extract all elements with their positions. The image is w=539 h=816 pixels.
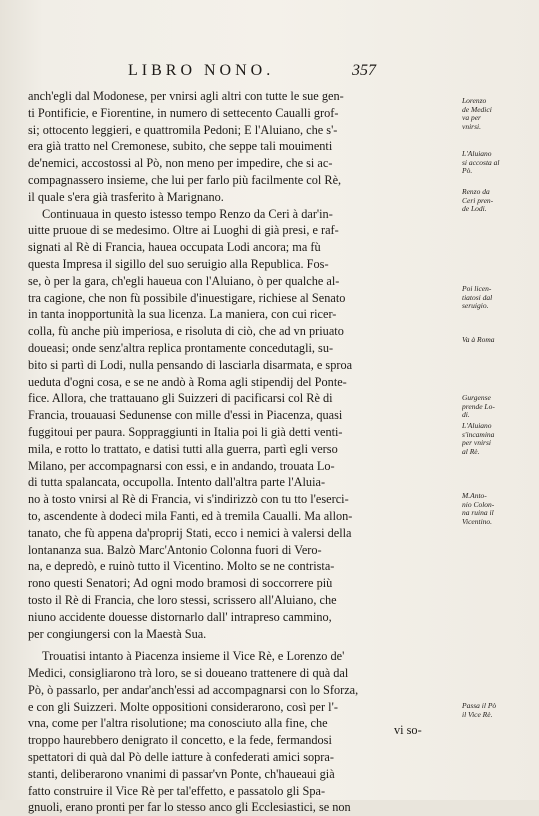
marginal-note-line: Ceri pren- [462,196,494,205]
text-line: na, e depredò, e ruinò tutto il Vicentino. Molto se ne contrista- [28,559,335,574]
marginal-note [462,188,534,214]
text-line: tra cagione, che non fù possibile d'inuestigare, richiese al Senato [28,290,346,305]
marginal-note-line: na ruina il [462,509,494,518]
text-line: Francia, trouauasi Sedunense con mille d'essi in Piacenza, quasi [28,408,343,423]
text-line: mila, e rotto lo trattato, e datisi tutti alla guerra, partì egli verso [28,441,338,456]
marginal-note-line: seruigio. [462,302,489,311]
text-line: gnuoli, erano pronti per far lo stesso anco gli Ecclesiastici, se non [28,800,351,815]
marginal-note-line: per vnirsi [462,439,491,448]
paragraph [28,206,458,643]
text-line: fatto construire il Vice Rè per tal'effetto, e passatolo gli Spa- [28,783,326,798]
marginal-note-line: Va à Roma [462,336,495,344]
text-line: se, ò per la gara, ch'egli haueua con l'Aluiano, ò per qualche al- [28,273,340,288]
marginal-note-line: di. [462,411,470,420]
text-line: fice. Allora, che trattauano gli Suizzeri di pacificarsi col Rè di [28,391,333,406]
marginal-note-line: de Lodi. [462,205,487,214]
text-line: era già tratto nel Cremonese, subito, che seppe tali mouimenti [28,139,333,154]
marginal-note-line: il Vice Rè. [462,710,493,719]
text-line: vna, come per l'altra risolutione; ma conosciuto alla fine, che [28,716,328,731]
text-line: de'nemici, accostossi al Pò, non meno per impedire, che si ac- [28,156,333,171]
marginal-note-line: M.Anto- [462,492,487,500]
text-line: no à tosto vnirsi al Rè di Francia, vi s'indirizzò con tu tto l'eserci- [28,492,349,507]
text-line: Continuaua in questo istesso tempo Renzo da Ceri à dar'in- [42,206,333,221]
marginal-note-line: va per [462,114,481,123]
marginal-note-line: prende Lo- [462,402,495,411]
text-line: to, ascendente à dodeci mila Fanti, ed à tremila Caualli. Ma allon- [28,508,353,523]
text-line: di tutta spalancata, occupolla. Intento dall'altra parte l'Aluia- [28,475,326,490]
text-line: niuno accidente douesse distornarlo dall' intrapreso cammino, [28,609,332,624]
marginal-note-line: nio Colon- [462,500,495,509]
text-line: signati al Rè di Francia, hauea occupata Lodi ancora; ma fù [28,240,321,255]
marginal-note-line: de Medici [462,105,492,114]
text-line: e con gli Suizzeri. Molte oppositioni considerarono, così per l'- [28,699,338,714]
marginal-note-line: Poi licen- [462,285,492,293]
text-line: Trouatisi intanto à Piacenza insieme il Vice Rè, e Lorenzo de' [42,649,345,664]
running-head: LIBRO NONO. [128,62,275,79]
text-line: ti Pontificie, e Fiorentine, in numero di settecento Caualli grof- [28,105,339,120]
paragraph [28,88,458,206]
marginal-note-line: al Rè. [462,447,480,456]
text-line: anch'egli dal Modonese, per vnirsi agli altri con tutte le sue gen- [28,89,344,103]
marginal-note-line: si accosta al [462,158,500,167]
text-line: bito si partì di Lodi, nulla pensando di lasciarla disarmata, e sproa [28,357,353,372]
marginal-note-line: Vicentino. [462,517,493,526]
text-line: questa Impresa il sigillo del suo seruigio alla Republica. Fos- [28,256,329,271]
text-line: compagnassero insieme, che lui per farlo più facilmente col Rè, [28,172,342,187]
marginal-note-line: Lorenzo [462,97,487,105]
marginal-note-line: Renzo da [462,188,490,196]
text-line: tanato, che fù appena da'proprij Stati, ecco i nemici à valersi della [28,525,352,540]
text-line: stanti, deliberarono vnanimi di passar'vn Ponte, ch'haueaui già [28,766,335,781]
text-line: rono questi Senatori; Ad ogni modo bramosi di soccorrere più [28,576,333,591]
marginal-note [462,394,534,420]
marginal-note [462,285,534,311]
marginal-note [462,150,534,176]
text-line: doueasi; onde senz'altra replica prontamente concedutagli, su- [28,340,334,355]
text-line: troppo haurebbero denigrato il concetto, e la fede, fermandosi [28,733,332,748]
text-line: per congiungersi con la Maestà Sua. [28,626,207,641]
text-line: colla, fù anche più imperiosa, e risoluta di ciò, che ad vn priuato [28,324,344,339]
text-line: ueduta d'ogni cosa, e se ne andò à Roma agli stipendij del Ponte- [28,374,347,389]
marginal-note-line: s'incamina [462,430,495,439]
text-line: fuggitoui per paura. Soppraggiunti in Italia poi li già detti venti- [28,424,343,439]
marginal-note [462,97,534,131]
marginal-note-line: vnirsi. [462,122,481,131]
text-line: in tanta inopportunità la sua licenza. La maniera, con cui ricer- [28,307,337,322]
marginal-note-line: L'Aluiano [462,150,492,158]
marginal-note-line: Gurgense [462,394,491,402]
page-header [0,62,539,86]
marginal-note-line: Pò. [462,167,473,176]
text-line: spettatori di quà dal Pò delle iatture à confederati amici sopra- [28,750,334,765]
marginal-note [462,336,534,345]
text-line: Pò, ò passarlo, per andar'anch'essi ad accompagnarsi con lo Sforza, [28,682,359,697]
marginal-note [462,422,534,456]
catchword: vi so- [394,723,422,737]
main-text [28,88,458,816]
text-line: si; ottocento leggieri, e quattromila Pedoni; E l'Aluiano, che s'- [28,122,338,137]
marginal-note-line: L'Aluiano [462,422,492,430]
marginal-note [462,492,534,526]
text-line: uitte pruoue di se medesimo. Oltre ai Luoghi di già presi, e raf- [28,223,339,238]
text-line: tosto il Rè di Francia, che loro stessi, scrissero all'Aluiano, che [28,592,337,607]
text-line: lontananza sua. Balzò Marc'Antonio Colonna fuori di Vero- [28,542,322,557]
text-line: Medici, consigliarono trà loro, se si doueano trattenere di quà dal [28,666,349,681]
page-number: 357 [352,62,376,79]
marginal-note [462,702,534,719]
marginal-note-line: tiatosi dal [462,293,493,302]
text-line: Milano, per accompagnarsi con essi, e in andando, trouata Lo- [28,458,335,473]
text-line: il quale s'era già trasferito à Marignano. [28,189,224,204]
marginal-note-line: Passa il Pò [462,702,497,710]
